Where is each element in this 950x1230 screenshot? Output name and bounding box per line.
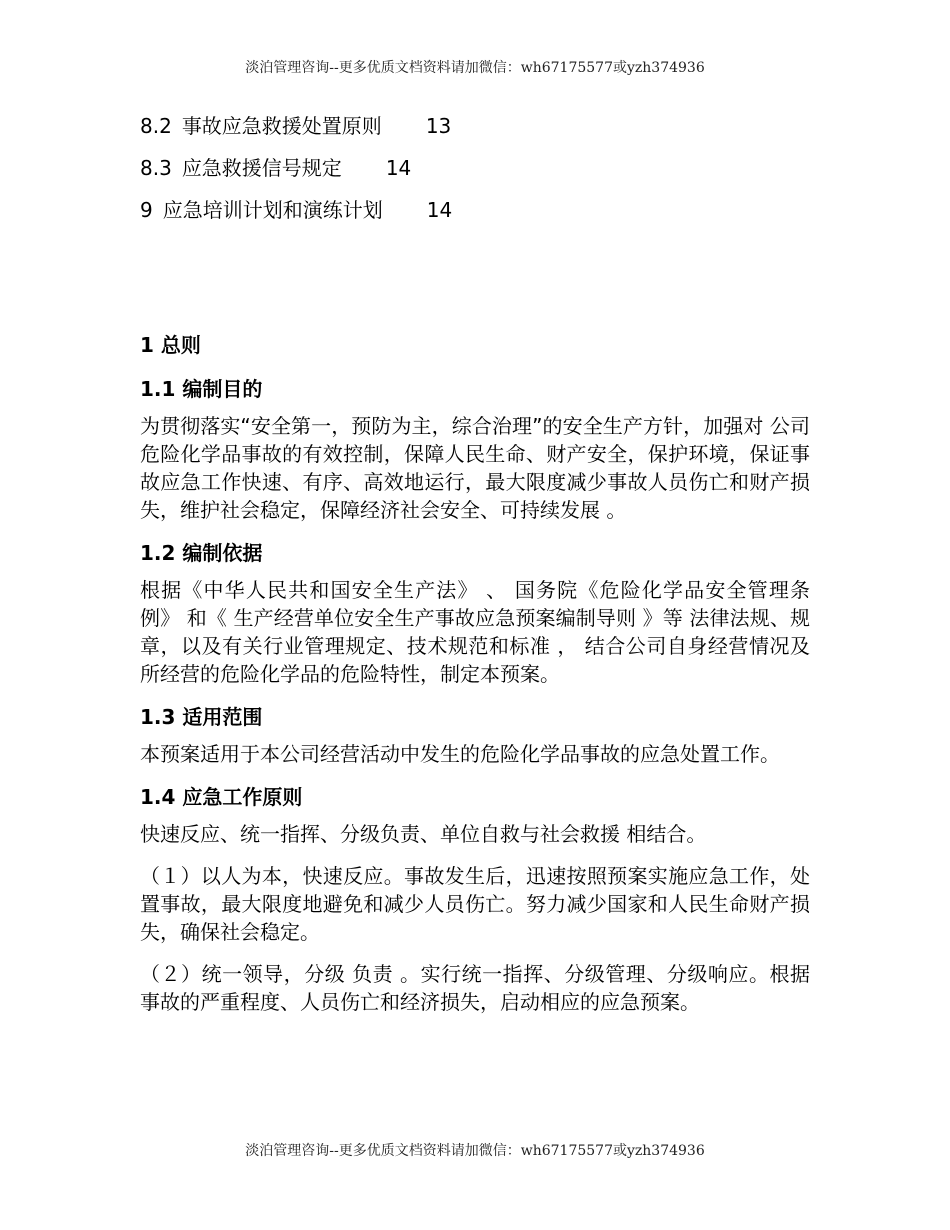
subsection-heading-purpose: 1.1 编制目的 (140, 377, 263, 401)
page-header: 淡泊管理咨询--更多优质文档资料请加微信：wh67175577或yzh374936 (245, 60, 705, 76)
paragraph-principles-intro: 快速反应、统一指挥、分级负责、单位自救与社会救援 相结合。 (140, 822, 707, 846)
page-footer: 淡泊管理咨询--更多优质文档资料请加微信：wh67175577或yzh374936 (245, 1143, 705, 1159)
paragraph-principle-2: （２）统一领导，分级 负责 。实行统一指挥、分级管理、分级响应。根据事故的严重程度、人员伤亡和经济损失，启动相应的应急预案。 (140, 962, 810, 1014)
toc-entry-page: 14 (426, 198, 453, 222)
toc-entry[interactable] (140, 194, 810, 236)
paragraph-scope: 本预案适用于本公司经营活动中发生的危险化学品事故的应急处置工作。 (140, 742, 780, 766)
subsection-heading-principles: 1.4 应急工作原则 (140, 785, 303, 809)
toc-entry-title: 应急培训计划和演练计划 (162, 198, 383, 222)
toc-entry-number: 8.2 (140, 114, 172, 138)
toc-entry[interactable] (140, 110, 810, 152)
toc-entry-page: 13 (425, 114, 452, 138)
toc-entry-page: 14 (385, 156, 412, 180)
paragraph-principle-1: （１）以人为本，快速反应。事故发生后，迅速按照预案实施应急工作，处置事故，最大限度地避免和减少人员伤亡。努力减少国家和人民生命财产损失，确保社会稳定。 (140, 864, 810, 944)
toc-entry-title: 事故应急救援处置原则 (181, 114, 382, 138)
section-heading-general: 1 总则 (140, 333, 201, 357)
page-content (140, 110, 810, 1030)
subsection-heading-scope: 1.3 适用范围 (140, 705, 263, 729)
paragraph-basis: 根据《中华人民共和国安全生产法》 、 国务院《危险化学品安全管理条例》 和《 生产经营单位安全生产事故应急预案编制导则 》等 法律法规、规章，以及有关行业管理规定、技术规范和标准 ， 结合公司自身经营情况及所经营的危险化学品的危险特性，制定本预案。 (140, 578, 810, 686)
subsection-heading-basis: 1.2 编制依据 (140, 541, 263, 565)
toc-entry-number: 9 (140, 198, 153, 222)
toc-entry-title: 应急救援信号规定 (181, 156, 342, 180)
table-of-contents (140, 110, 810, 236)
toc-entry[interactable] (140, 152, 810, 194)
section-spacer (140, 236, 810, 330)
toc-entry-number: 8.3 (140, 156, 172, 180)
paragraph-purpose: 为贯彻落实“安全第一，预防为主，综合治理”的安全生产方针，加强对 公司 危险化学品事故的有效控制，保障人民生命、财产安全，保护环境，保证事故应急工作快速、有序、高效地运行，最大限度减少事故人员伤亡和财产损失，维护社会稳定，保障经济社会安全、可持续发展 。 (140, 414, 810, 522)
